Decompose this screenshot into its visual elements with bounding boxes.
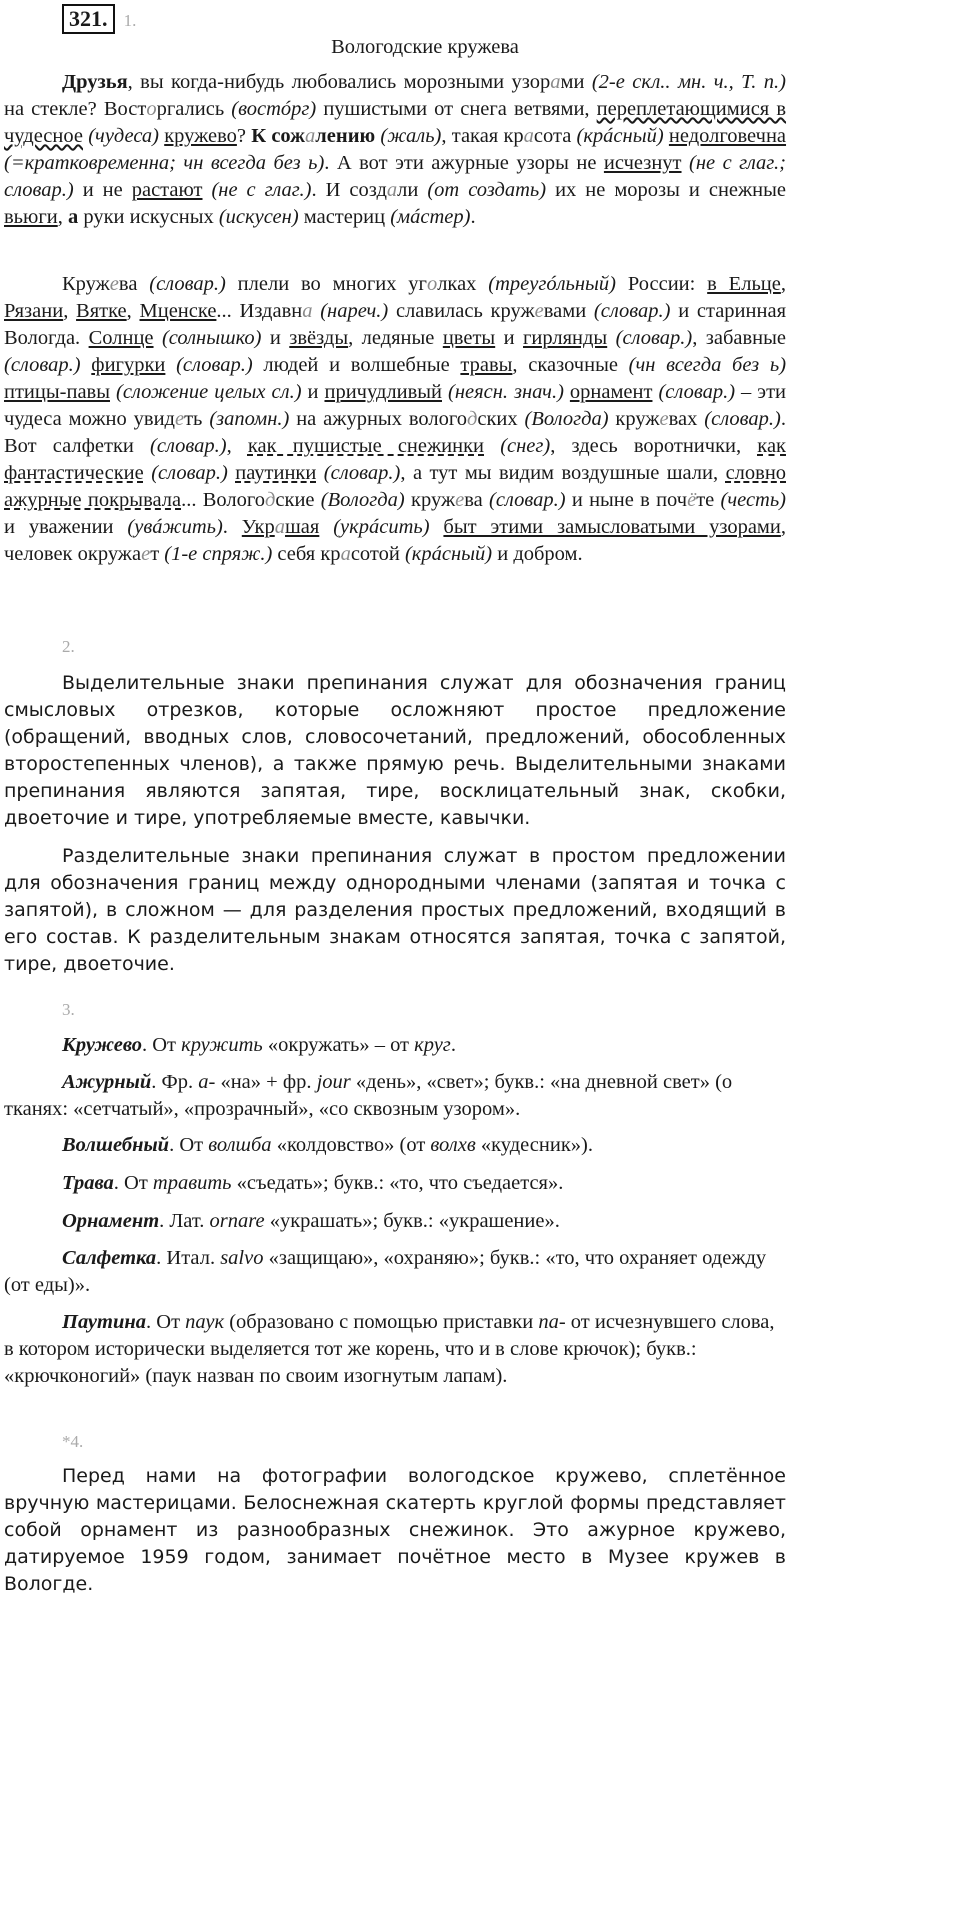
annotation: (словар.) xyxy=(658,381,736,403)
text-run: . Вот салфетки xyxy=(4,408,786,457)
text-run: славилась круж xyxy=(388,300,535,322)
annotation: salvo xyxy=(220,1247,264,1269)
text-run: , сказочные xyxy=(512,354,629,376)
text-run: их не морозы и снежные xyxy=(546,179,787,201)
annotation: jour xyxy=(316,1071,351,1093)
text-run: о xyxy=(146,98,157,120)
text-run: ва xyxy=(464,489,489,511)
headword: Ажурный xyxy=(62,1071,152,1093)
text-run: Друзья xyxy=(62,71,128,93)
annotation: (солнышко) xyxy=(161,327,262,349)
section-2-label: 2. xyxy=(62,637,75,656)
text-run: д xyxy=(466,408,478,430)
text-run: «украшать»; букв.: «украшение». xyxy=(264,1210,560,1232)
text-run: себя кр xyxy=(272,543,341,565)
text-run: . Лат. xyxy=(159,1210,210,1232)
text-title: Вологодские кружева xyxy=(331,36,519,58)
text-run: , вы когда-нибудь любовались морозными узор xyxy=(127,71,551,93)
text-run: гирлянды xyxy=(523,327,608,349)
text-run: , xyxy=(63,300,77,322)
text-run: паутинки xyxy=(235,462,317,484)
section-1-label: 1. xyxy=(123,11,137,30)
annotation: паук xyxy=(185,1311,225,1333)
text-run: . От xyxy=(113,1172,153,1194)
headword: Салфетка xyxy=(62,1247,157,1269)
text-run: а xyxy=(302,300,313,322)
text-run: ми xyxy=(560,71,592,93)
text-run: д xyxy=(265,489,276,511)
text-run: . Итал. xyxy=(156,1247,221,1269)
annotation: (не с глаг.; словар.) xyxy=(4,152,786,201)
text-run: . xyxy=(470,206,476,228)
text-run: мастериц xyxy=(298,206,391,228)
text-run: звёзды xyxy=(289,327,349,349)
text-run: и не xyxy=(73,179,132,201)
text-run: , ледяные xyxy=(348,327,443,349)
text-run: , xyxy=(226,435,248,457)
text-run: , xyxy=(57,206,68,228)
headword: Трава xyxy=(62,1172,114,1194)
text-run: Мценске xyxy=(139,300,217,322)
text-run: как фантастические xyxy=(4,435,787,484)
text-run: . От xyxy=(141,1034,182,1056)
text-run: переплетающимися в чудесное xyxy=(4,98,787,147)
text-run: и старинная Вологда. xyxy=(4,300,786,349)
text-run: орнамент xyxy=(569,381,653,403)
etymology-azhurny xyxy=(4,1069,786,1123)
text-run: травы xyxy=(460,354,513,376)
text-run: растают xyxy=(131,179,203,201)
text-run: ргались xyxy=(156,98,232,120)
annotation: (чудеса) xyxy=(88,125,159,147)
annotation: (крáсный) xyxy=(404,543,493,565)
text-run: . А вот эти ажурные узоры не xyxy=(324,152,604,174)
text-run xyxy=(165,354,176,376)
headword: Паутина xyxy=(62,1311,147,1333)
etymology-salfetka xyxy=(4,1245,786,1299)
text-run: лках xyxy=(437,273,489,295)
annotation: (снег) xyxy=(500,435,551,457)
annotation: травить xyxy=(152,1172,232,1194)
text-run: «защищаю», «охраняю»; букв.: «то, что охраняет одежду (от еды)». xyxy=(4,1247,767,1296)
text-run: , здесь воротнички, xyxy=(550,435,758,457)
text-run: ё xyxy=(687,489,697,511)
annotation: (словар.) xyxy=(615,327,693,349)
annotation: (2-е скл.. мн. ч., Т. п.) xyxy=(591,71,786,93)
etymology-pautina xyxy=(4,1309,786,1390)
annotation: (крáсный) xyxy=(576,125,664,147)
annotation: (сложение целых сл.) xyxy=(116,381,302,403)
text-run: птицы-павы xyxy=(4,381,110,403)
annotation: (Вологда) xyxy=(524,408,609,430)
text-run: а xyxy=(67,206,79,228)
annotation: кружить xyxy=(181,1034,263,1056)
etymology-volshebny xyxy=(4,1132,786,1159)
text-run: те xyxy=(696,489,721,511)
annotation: (жаль) xyxy=(380,125,442,147)
annotation: (=кратковременна; чн всегда без ь) xyxy=(4,152,325,174)
text-run: а xyxy=(386,179,398,201)
text-run: «съедать»; букв.: «то, что съедается». xyxy=(231,1172,564,1194)
annotation: (не с глаг.) xyxy=(211,179,312,201)
text-run: вах xyxy=(668,408,705,430)
text-run: и xyxy=(301,381,325,403)
text-run: исчезнут xyxy=(603,152,682,174)
annotation: (честь) xyxy=(720,489,787,511)
text-run: и ныне в поч xyxy=(565,489,688,511)
text-run: «окружать» – от xyxy=(262,1034,415,1056)
text-run: шая xyxy=(284,516,320,538)
text-run: е xyxy=(174,408,185,430)
text-run: е xyxy=(141,543,151,565)
section-4-label: *4. xyxy=(62,1432,84,1451)
annotation: (неясн. знач.) xyxy=(448,381,564,403)
text-run: е xyxy=(659,408,669,430)
text-run: а xyxy=(274,516,285,538)
exercise-header xyxy=(62,4,136,34)
text-run: , человек окружа xyxy=(4,516,786,565)
text-run: цветы xyxy=(442,327,496,349)
annotation: (словар.) xyxy=(151,462,228,484)
text-run: России: xyxy=(616,273,708,295)
annotation: круг xyxy=(414,1034,451,1056)
text-run: (образовано с помощью приставки xyxy=(224,1311,539,1333)
text-run: ? xyxy=(236,125,252,147)
text-run: а xyxy=(550,71,561,93)
etymology-trava xyxy=(4,1170,786,1197)
text-run: Круж xyxy=(62,273,110,295)
photo-description-paragraph: Перед нами на фотографии вологодское кружево, сплетённое вручную мастерицами. Белоснежная скатерть круглой формы представляет собой орнамент из разнообразных снежинок. Это ажурное кружево, датируемое 1959 годом, занимает почётное место в Музее кружев в Вологде. xyxy=(4,1465,786,1595)
annotation: (запомн.) xyxy=(209,408,290,430)
text-run: и уважении xyxy=(4,516,128,538)
text-run: К сож xyxy=(251,125,306,147)
text-run: как пушистые снежинки xyxy=(247,435,485,457)
text-run: о xyxy=(426,273,438,295)
text-run: . Фр. xyxy=(151,1071,199,1093)
text-run: кружево xyxy=(164,125,237,147)
section-3-label: 3. xyxy=(62,1000,75,1019)
text-run: круж xyxy=(404,489,456,511)
text-run: . От xyxy=(169,1134,209,1156)
text-run: е xyxy=(455,489,465,511)
text-run: плели во многих уг xyxy=(225,273,427,295)
text-run: е xyxy=(534,300,544,322)
etymology-ornament xyxy=(4,1208,786,1235)
annotated-paragraph-1 xyxy=(4,69,786,231)
text-run: вами xyxy=(543,300,594,322)
text-run: , xyxy=(780,273,786,295)
text-run: словно ажурные покрывала xyxy=(4,462,787,511)
text-run xyxy=(484,435,500,457)
annotation: (словар.) xyxy=(149,273,226,295)
text-run: причудливый xyxy=(324,381,442,403)
annotation: (словар.) xyxy=(150,435,227,457)
text-run: ть xyxy=(184,408,210,430)
text-run: а xyxy=(340,543,351,565)
annotation: волшба xyxy=(208,1134,272,1156)
headword: Волшебный xyxy=(62,1134,170,1156)
annotation: (треугóльный) xyxy=(488,273,617,295)
text-run: недолговечна xyxy=(668,125,787,147)
annotation: (чн всегда без ь) xyxy=(628,354,787,376)
punctuation-paragraph-2: Разделительные знаки препинания служат в простом предложении для обозначения границ между однородными членами (запятая и точка с запятой), в сложном — для разделения простых предложений, входящий в его состав. К разделительным знакам относятся запятая, точка с запятой, тире, двоеточие. xyxy=(4,845,786,975)
text-run: . xyxy=(222,516,242,538)
annotation: (укрáсить) xyxy=(333,516,430,538)
annotation: (словар.) xyxy=(704,408,781,430)
punctuation-paragraph-1: Выделительные знаки препинания служат для обозначения границ смысловых отрезков, которые осложняют простое предложение (обращений, вводных слов, словосочетаний, предложений, обособленных второстепенных членов), а также прямую речь. Выделительными знаками препинания являются запятая, тире, восклицательный знак, скобки, двоеточие и тире, употребляемые вместе, кавычки. xyxy=(4,672,786,829)
text-run: ... Издавн xyxy=(216,300,303,322)
text-run: . От xyxy=(146,1311,186,1333)
text-run: Вятке xyxy=(76,300,127,322)
annotation: (словар.) xyxy=(323,462,401,484)
text-run: , а тут мы видим воздушные шали, xyxy=(400,462,726,484)
text-run: вьюги xyxy=(4,206,58,228)
text-run: быт этими замысловатыми узорами xyxy=(443,516,781,538)
text-run: пушистыми от снега ветвями, xyxy=(316,98,597,120)
annotation: (словар.) xyxy=(4,354,81,376)
text-run: лению xyxy=(315,125,376,147)
exercise-number: 321. xyxy=(62,4,115,34)
text-run xyxy=(682,152,689,174)
text-run: круж xyxy=(608,408,660,430)
annotation: (мáстер) xyxy=(390,206,471,228)
text-run: , такая кр xyxy=(441,125,524,147)
annotation: (увáжить) xyxy=(127,516,223,538)
annotation: а- xyxy=(198,1071,216,1093)
text-run xyxy=(430,516,444,538)
text-run: и xyxy=(495,327,523,349)
text-run xyxy=(319,516,333,538)
text-run: «день», «свет»; букв.: «на дневной свет» (о тканях: «сетчатый», «прозрачный», «со сквозным узором». xyxy=(4,1071,733,1120)
text-run xyxy=(607,327,615,349)
text-run: , xyxy=(126,300,140,322)
text-run xyxy=(154,327,162,349)
text-run: сота xyxy=(533,125,577,147)
text-run: от исчезнувшего слова, в котором исторически выделяется тот же корень, что и в слове крючок); букв.: «крючконогий» (паук назван по своим изогнутым лапам). xyxy=(4,1311,775,1387)
text-run: ли xyxy=(397,179,428,201)
text-run: . xyxy=(450,1034,456,1056)
annotation: (Вологда) xyxy=(320,489,405,511)
text-run xyxy=(81,354,92,376)
text-run: на стекле? Вост xyxy=(4,98,147,120)
text-run: сотой xyxy=(350,543,405,565)
text-run: ские xyxy=(275,489,321,511)
text-run: и xyxy=(261,327,290,349)
text-run: Рязани xyxy=(4,300,64,322)
headword: Орнамент xyxy=(62,1210,160,1232)
text-run: – эти чудеса можно увид xyxy=(4,381,787,430)
annotation: (востóрг) xyxy=(231,98,317,120)
text-run: ских xyxy=(477,408,525,430)
text-run: ва xyxy=(118,273,150,295)
text-run: а xyxy=(305,125,316,147)
headword: Кружево xyxy=(62,1034,142,1056)
text-run: Укр xyxy=(241,516,275,538)
annotation: волхв xyxy=(430,1134,476,1156)
text-run: «на» + фр. xyxy=(215,1071,317,1093)
annotation: (словар.) xyxy=(489,489,566,511)
annotation: (словар.) xyxy=(593,300,671,322)
text-run: ... Волого xyxy=(181,489,266,511)
annotation: (искусен) xyxy=(218,206,299,228)
annotation: (1-е спряж.) xyxy=(164,543,273,565)
text-run: «колдовство» (от xyxy=(271,1134,431,1156)
annotated-paragraph-2 xyxy=(4,271,786,568)
text-run: е xyxy=(109,273,119,295)
text-run: , забавные xyxy=(692,327,786,349)
etymology-kruzhevo xyxy=(4,1032,786,1059)
text-run: . И созд xyxy=(311,179,387,201)
text-run: а xyxy=(523,125,534,147)
text-run: и добром. xyxy=(492,543,583,565)
text-run: людей и волшебные xyxy=(252,354,461,376)
annotation: па- xyxy=(538,1311,566,1333)
text-run: фигурки xyxy=(91,354,166,376)
text-run: «кудесник»). xyxy=(475,1134,593,1156)
text-run: руки искусных xyxy=(78,206,219,228)
text-run: в Ельце xyxy=(707,273,781,295)
text-run: т xyxy=(150,543,165,565)
text-run: Солнце xyxy=(88,327,154,349)
text-run: на ажурных волого xyxy=(289,408,467,430)
annotation: (от создать) xyxy=(427,179,547,201)
annotation: (словар.) xyxy=(176,354,253,376)
annotation: ornare xyxy=(209,1210,265,1232)
text-run xyxy=(316,462,323,484)
annotation: (нареч.) xyxy=(320,300,389,322)
